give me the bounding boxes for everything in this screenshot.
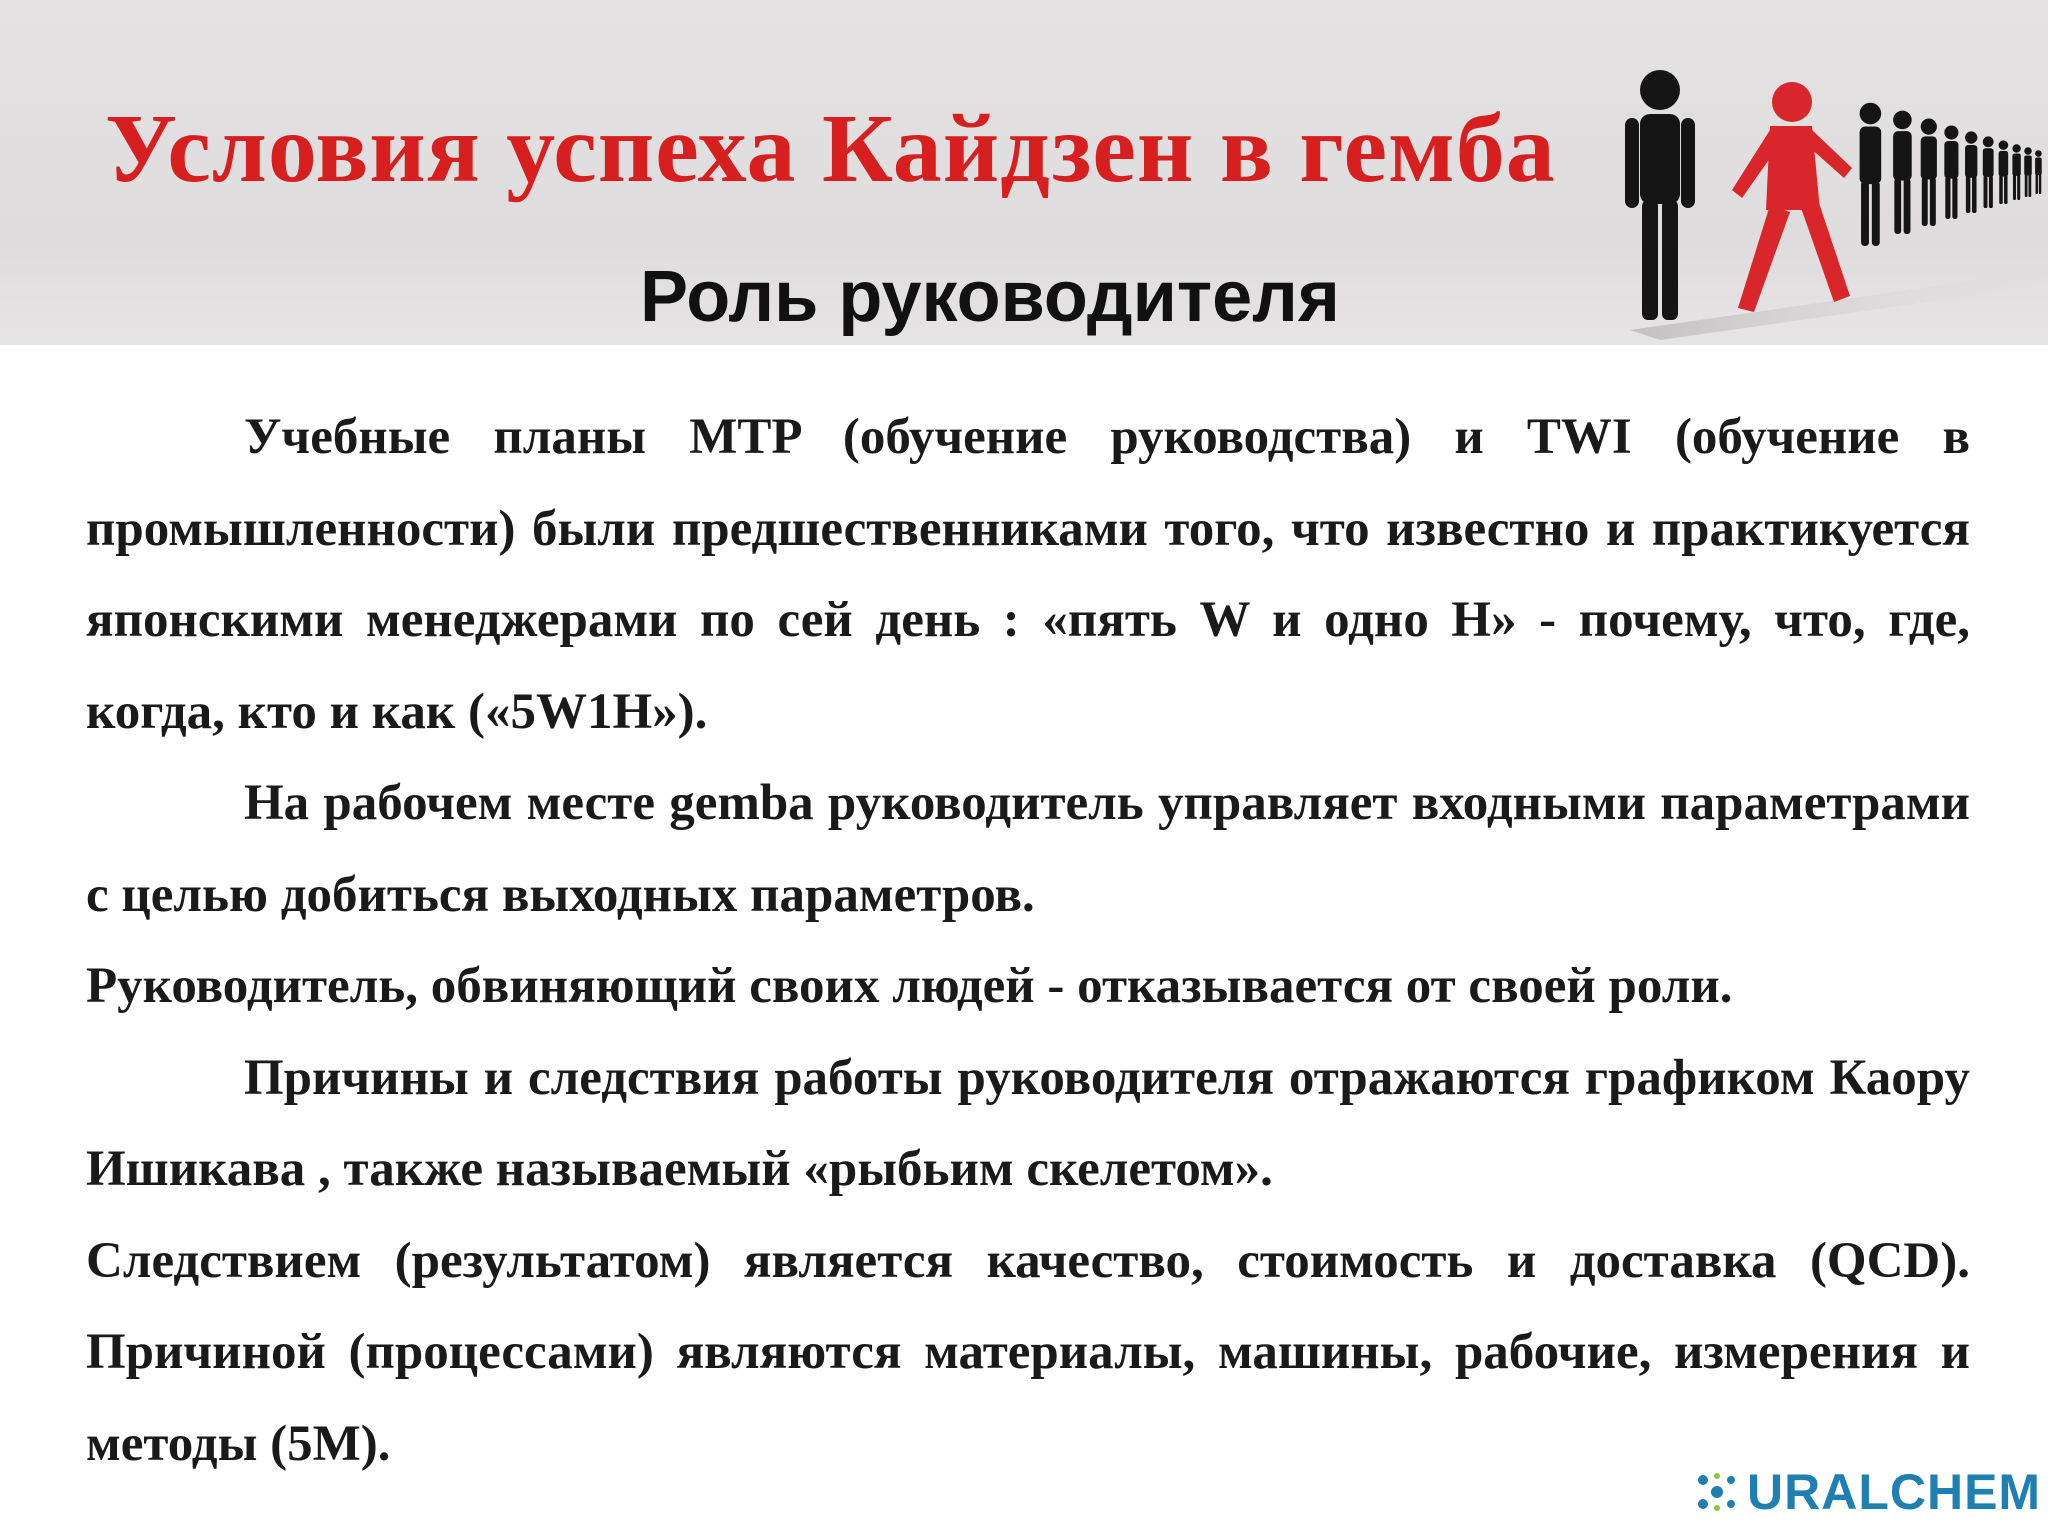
- paragraph-gemba: На рабочем месте gemba руководитель управляет входными параметрами с целью добиться выходных параметров.: [86, 775, 1970, 923]
- paragraph-mtp-twi: Учебные планы MTP (обучение руководства) и TWI (обучение в промышленности) были предшественниками того, что известно и практикуется японскими менеджерами по сей день : «пять W и одно H» - почему, что, где, когда, кто и как («5W1H»).: [86, 409, 1970, 740]
- uralchem-logo-mark-icon: [1695, 1470, 1739, 1514]
- people-queue-icon: [1620, 40, 2048, 340]
- logo-text: URALCHEM: [1747, 1464, 2042, 1520]
- paragraph-manager-role: Руководитель, обвиняющий своих людей - отказывается от своей роли.: [86, 958, 1733, 1014]
- slide-title: Условия успеха Кайдзен в гемба: [105, 95, 1556, 203]
- paragraph-ishikawa: Причины и следствия работы руководителя отражаются графиком Каору Ишикава , также называемый «рыбьим скелетом».: [86, 1049, 1970, 1197]
- uralchem-logo: [1695, 1462, 2041, 1522]
- person-figure: [1625, 70, 1695, 320]
- person-figure-red: [1732, 82, 1852, 312]
- paragraph-qcd-5m: Следствием (результатом) является качество, стоимость и доставка (QCD). Причиной (процессами) являются материалы, машины, рабочие, измерения и методы (5M).: [86, 1232, 1970, 1472]
- slide-body: [86, 392, 1970, 1490]
- slide-subtitle: Роль руководителя: [640, 257, 1340, 337]
